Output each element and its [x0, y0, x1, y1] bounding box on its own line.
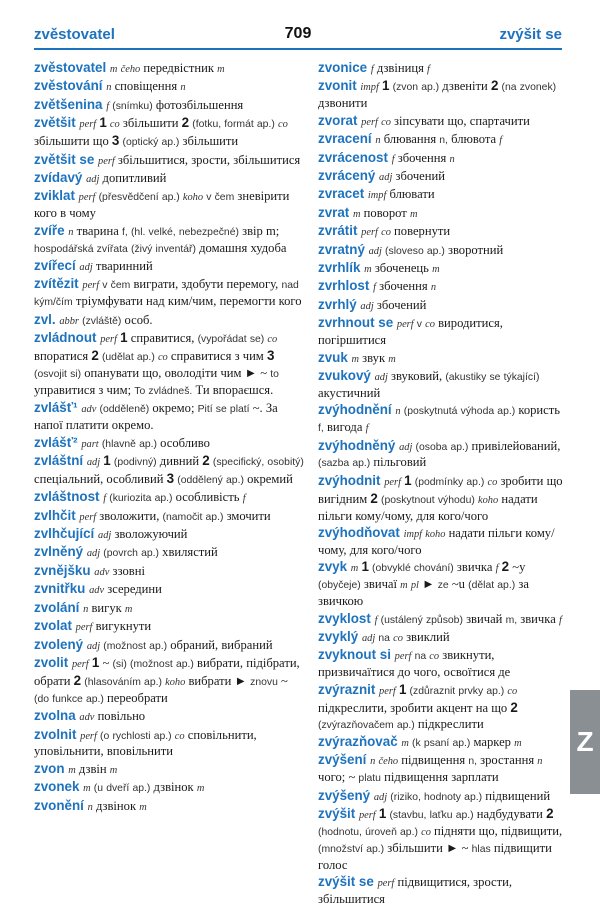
entry-headword: zvyknout si: [318, 647, 395, 663]
dictionary-entry: [318, 874, 564, 908]
thumb-index-tab: [570, 690, 600, 794]
entry-headword: zvonice: [318, 60, 371, 75]
dictionary-entry: [34, 435, 304, 453]
entry-headword: zvěstovatel: [34, 60, 110, 75]
dictionary-entry: [34, 655, 304, 708]
dictionary-entry: [34, 97, 304, 115]
dictionary-entry: [318, 788, 564, 806]
running-head-right: zvýšit se: [499, 26, 562, 43]
entry-text: adv (odděleně) окремо; Pití se platí ~. За напої платити окремо.: [34, 401, 278, 433]
dictionary-entry: [34, 637, 304, 655]
entry-headword: zvyk: [318, 559, 351, 575]
entry-headword: zvrhlost: [318, 278, 374, 294]
dictionary-entry: [34, 60, 304, 78]
entry-text: adj 1 (podivný) дивний 2 (specifický, osobitý) спеціальний, особливий 3 (oddělený ap.) окремий: [34, 452, 304, 486]
entry-headword: zvýhodnění: [318, 402, 396, 418]
dictionary-entry: [34, 727, 304, 761]
dictionary-entry: [318, 113, 564, 131]
entry-headword: zvrácený: [318, 167, 380, 183]
entry-text: adj (sloveso ap.) зворотний: [368, 242, 504, 257]
running-head-left: zvěstovatel: [34, 26, 115, 43]
entry-headword: zvonění: [34, 797, 88, 813]
entry-text: m 1 (obvyklé chování) звичка f 2 ~y (obyčeje) звичаї m pl ► ze ~u (dělat ap.) за звичкою: [318, 559, 529, 609]
dictionary-entry: [34, 581, 304, 599]
entry-text: perf 1 справитися, (vypořádat se) co впоратися 2 (udělat ap.) co справитися з чим 3 (osvojit si) опанувати що, оволодіти чим ► ~ to управитися з чим; To zvládneš. Ти впораєшся.: [34, 330, 279, 397]
entry-text: perf підвищитися, зрости, збільшитися: [318, 875, 513, 907]
entry-text: m čeho передвістник m: [109, 61, 225, 75]
entry-text: adj збочений: [379, 168, 445, 183]
entry-headword: zvrhnout se: [318, 315, 397, 331]
entry-headword: zvolnit: [34, 726, 81, 742]
entry-headword: zvrat: [318, 204, 353, 220]
entry-text: adj тваринний: [79, 258, 153, 273]
dictionary-entry: [318, 473, 564, 525]
dictionary-entry: [34, 779, 304, 797]
dictionary-entry: [318, 186, 564, 204]
dictionary-entry: [34, 618, 304, 636]
page-number: 709: [284, 25, 312, 42]
dictionary-entry: [34, 223, 304, 258]
entry-text: perf збільшитися, зрости, збільшитися: [98, 152, 301, 167]
dictionary-entry: [34, 708, 304, 726]
entry-headword: zvětšit se: [34, 151, 99, 167]
entry-text: adj збочений: [360, 297, 427, 312]
entry-text: part (hlavně ap.) особливо: [81, 435, 210, 450]
entry-text: perf 1 (zdůraznit prvky ap.) co підкреслити, зробити акцент на що 2 (zvýrazňovačem ap.) підкреслити: [318, 681, 518, 731]
entry-headword: zvolit: [34, 654, 72, 670]
entry-headword: zvětšenina: [34, 96, 107, 112]
dictionary-entry: [318, 629, 564, 647]
entry-headword: zvlhčit: [34, 507, 80, 523]
entry-text: perf v co виродитися, погіршитися: [318, 316, 503, 348]
entry-text: perf зволожити, (namočit ap.) змочити: [79, 508, 271, 523]
entry-text: perf na co звикнути, призвичаїтися до чого, освоїтися де: [318, 648, 511, 680]
page-header: [34, 22, 562, 48]
entry-text: n дзвінок m: [87, 798, 147, 813]
entry-text: n вигук m: [83, 600, 133, 615]
entry-text: f (ustálený způsob) звичай m, звичка f: [374, 611, 562, 626]
dictionary-entry: [34, 400, 304, 434]
entry-text: perf (o rychlosti ap.) co сповільнити, уповільнити, вповільнити: [34, 727, 257, 759]
entry-text: f дзвіниця f: [370, 61, 430, 75]
header-rule: [34, 48, 562, 50]
entry-headword: zvýšený: [318, 787, 374, 803]
thumb-index-letter: Z: [576, 726, 594, 757]
dictionary-entry: [34, 312, 304, 330]
entry-text: n блювання n, блювота f: [375, 132, 503, 147]
entry-headword: zvěstování: [34, 78, 107, 94]
dictionary-entry: [318, 297, 564, 315]
dictionary-entry: [34, 276, 304, 311]
dictionary-entry: [318, 60, 564, 78]
entry-text: m (u dveří ap.) дзвінок m: [83, 780, 205, 795]
dictionary-entry: [318, 438, 564, 473]
entry-text: adj (možnost ap.) обраний, вибраний: [86, 637, 273, 652]
right-column: [318, 60, 564, 909]
entry-text: adj звуковий, (akustiky se týkající) акустичний: [318, 368, 540, 400]
entry-headword: zvýrazňovač: [318, 733, 402, 749]
entry-text: perf v čem виграти, здобути перемогу, nad kým/čím тріумфувати над ким/чим, перемогти кого: [34, 277, 302, 309]
dictionary-entry: [34, 761, 304, 779]
dictionary-entry: [318, 682, 564, 734]
dictionary-entry: [318, 806, 564, 874]
entry-text: adj (povrch ap.) хвилястий: [86, 545, 218, 560]
entry-headword: zvyklost: [318, 610, 375, 626]
entry-headword: zvonit: [318, 78, 361, 94]
entry-headword: zvláštnost: [34, 489, 104, 505]
entry-text: abbr (zvláště) особ.: [59, 312, 153, 327]
entry-headword: zvrátit: [318, 223, 362, 239]
entry-headword: zvrhlý: [318, 296, 361, 312]
entry-headword: zvonek: [34, 779, 84, 795]
entry-text: n čeho підвищення n, зростання n чого; ~ platu підвищення зарплати: [318, 753, 543, 785]
dictionary-entry: [34, 544, 304, 562]
entry-text: adv зсередини: [89, 582, 162, 597]
entry-headword: zvolna: [34, 708, 80, 724]
dictionary-entry: [318, 278, 564, 296]
left-column: [34, 60, 304, 816]
entry-headword: zviklat: [34, 188, 79, 204]
entry-headword: zvolený: [34, 636, 87, 652]
entry-text: f збочення n: [391, 150, 455, 165]
dictionary-entry: [34, 170, 304, 188]
entry-headword: zvukový: [318, 367, 375, 383]
dictionary-entry: [318, 315, 564, 349]
entry-text: adv ззовні: [94, 563, 145, 578]
dictionary-entry: [318, 78, 564, 112]
dictionary-entry: [34, 78, 304, 96]
entry-text: perf (přesvědčení ap.) koho v čem зневірити кого в чому: [34, 189, 290, 221]
entry-text: perf 1 (stavbu, laťku ap.) надбудувати 2 (hodnotu, úroveň ap.) co підняти що, підвищити, (množství ap.) збільшити ► ~ hlas підвищити голос: [318, 806, 563, 872]
entry-text: adj (osoba ap.) привілейований, (sazba ap.) пільговий: [318, 438, 561, 470]
dictionary-entry: [318, 752, 564, 787]
entry-headword: zvýšit se: [318, 874, 378, 890]
entry-headword: zvídavý: [34, 169, 87, 185]
dictionary-entry: [318, 260, 564, 278]
entry-text: adj (riziko, hodnoty ap.) підвищений: [373, 788, 551, 803]
entry-text: f (kuriozita ap.) особливість f: [103, 490, 246, 505]
entry-headword: zvláštní: [34, 452, 87, 468]
entry-headword: zvýraznit: [318, 681, 380, 697]
entry-headword: zvýhodněný: [318, 437, 400, 453]
entry-headword: zvrhlík: [318, 259, 365, 275]
dictionary-entry: [34, 526, 304, 544]
dictionary-entry: [318, 368, 564, 402]
entry-text: f збочення n: [373, 279, 437, 294]
dictionary-entry: [318, 168, 564, 186]
dictionary-entry: [34, 188, 304, 222]
entry-headword: zvolání: [34, 599, 84, 615]
entry-headword: zvon: [34, 760, 69, 776]
entry-headword: zvuk: [318, 349, 352, 365]
dictionary-entry: [318, 131, 564, 149]
entry-headword: zvracení: [318, 131, 376, 147]
entry-text: perf 1 (podmínky ap.) co зробити що вигідним 2 (poskytnout výhodu) koho надати пільги кому/чому, для кого/чого: [318, 472, 563, 523]
entry-headword: zvolat: [34, 618, 76, 634]
entry-headword: zvlášť²: [34, 434, 82, 450]
dictionary-entry: [318, 611, 564, 629]
dictionary-entry: [34, 489, 304, 507]
entry-text: perf вигукнути: [75, 619, 152, 634]
entry-text: perf 1 co збільшити 2 (fotku, formát ap.) co збільшити що 3 (optický ap.) збільшити: [34, 115, 288, 149]
dictionary-entry: [318, 525, 564, 559]
dictionary-entry: [34, 258, 304, 276]
entry-text: adj зволожуючий: [98, 527, 188, 542]
entry-headword: zvrácenost: [318, 149, 392, 165]
entry-headword: zvítězit: [34, 276, 83, 292]
entry-headword: zvyklý: [318, 629, 362, 644]
entry-text: adj допитливий: [86, 170, 167, 185]
entry-headword: zvýhodňovat: [318, 525, 404, 541]
entry-headword: zvířecí: [34, 257, 80, 273]
dictionary-entry: [34, 563, 304, 581]
dictionary-entry: [318, 223, 564, 241]
dictionary-entry: [34, 330, 304, 400]
entry-text: m збоченець m: [364, 260, 440, 275]
dictionary-entry: [34, 115, 304, 151]
dictionary-entry: [318, 205, 564, 223]
entry-headword: zvlášť¹: [34, 400, 82, 416]
entry-text: impf 1 (zvon ap.) дзвеніти 2 (na zvonek) дзвонити: [318, 78, 557, 111]
entry-text: m дзвін m: [68, 761, 118, 776]
entry-headword: zvlněný: [34, 544, 87, 560]
dictionary-entry: [34, 508, 304, 526]
entry-headword: zvládnout: [34, 330, 101, 346]
dictionary-entry: [318, 242, 564, 260]
dictionary-entry: [34, 453, 304, 489]
dictionary-entry: [318, 734, 564, 752]
dictionary-entry: [318, 402, 564, 437]
entry-text: n сповіщення n: [106, 79, 186, 94]
entry-headword: zvětšit: [34, 115, 80, 131]
entry-headword: zvýšit: [318, 806, 359, 822]
entry-text: f (snímku) фотозбільшення: [106, 97, 244, 112]
entry-text: adv повільно: [79, 709, 146, 724]
dictionary-entry: [318, 150, 564, 168]
entry-text: impf koho надати пільги кому/чому, для кого/чого: [318, 526, 555, 557]
entry-headword: zvl.: [34, 311, 60, 327]
dictionary-entry: [34, 152, 304, 170]
entry-headword: zvlhčující: [34, 526, 98, 542]
dictionary-entry: [34, 600, 304, 618]
entry-text: n тварина f, (hl. velké, nebezpečné) звір m; hospodářská zvířata (živý inventář) домашня худоба: [34, 223, 287, 255]
entry-headword: zvratný: [318, 241, 369, 257]
entry-text: perf co зіпсувати що, спартачити: [361, 113, 530, 128]
entry-text: m поворот m: [352, 205, 418, 220]
dictionary-entry: [34, 798, 304, 816]
entry-headword: zvýhodnit: [318, 472, 385, 488]
entry-text: perf 1 ~ (si) (možnost ap.) вибрати, підібрати, обрати 2 (hlasováním ap.) koho вибрати ► znovu ~ (do funkce ap.) переобрати: [34, 654, 300, 705]
dictionary-entry: [318, 647, 564, 681]
entry-headword: zvnitřku: [34, 581, 90, 597]
dictionary-entry: [318, 559, 564, 610]
entry-headword: zvýšení: [318, 752, 371, 768]
entry-text: m звук m: [351, 350, 396, 365]
entry-text: perf co повернути: [361, 224, 451, 239]
entry-text: m (k psaní ap.) маркер m: [401, 734, 522, 749]
entry-headword: zvnějšku: [34, 562, 95, 578]
entry-headword: zvíře: [34, 222, 69, 238]
entry-text: impf блювати: [367, 187, 435, 202]
entry-text: n (poskytnutá výhoda ap.) користь f, вигода f: [318, 403, 561, 435]
entry-headword: zvorat: [318, 112, 362, 128]
entry-text: adj na co звиклий: [361, 630, 450, 644]
entry-headword: zvracet: [318, 186, 368, 202]
dictionary-entry: [318, 350, 564, 368]
